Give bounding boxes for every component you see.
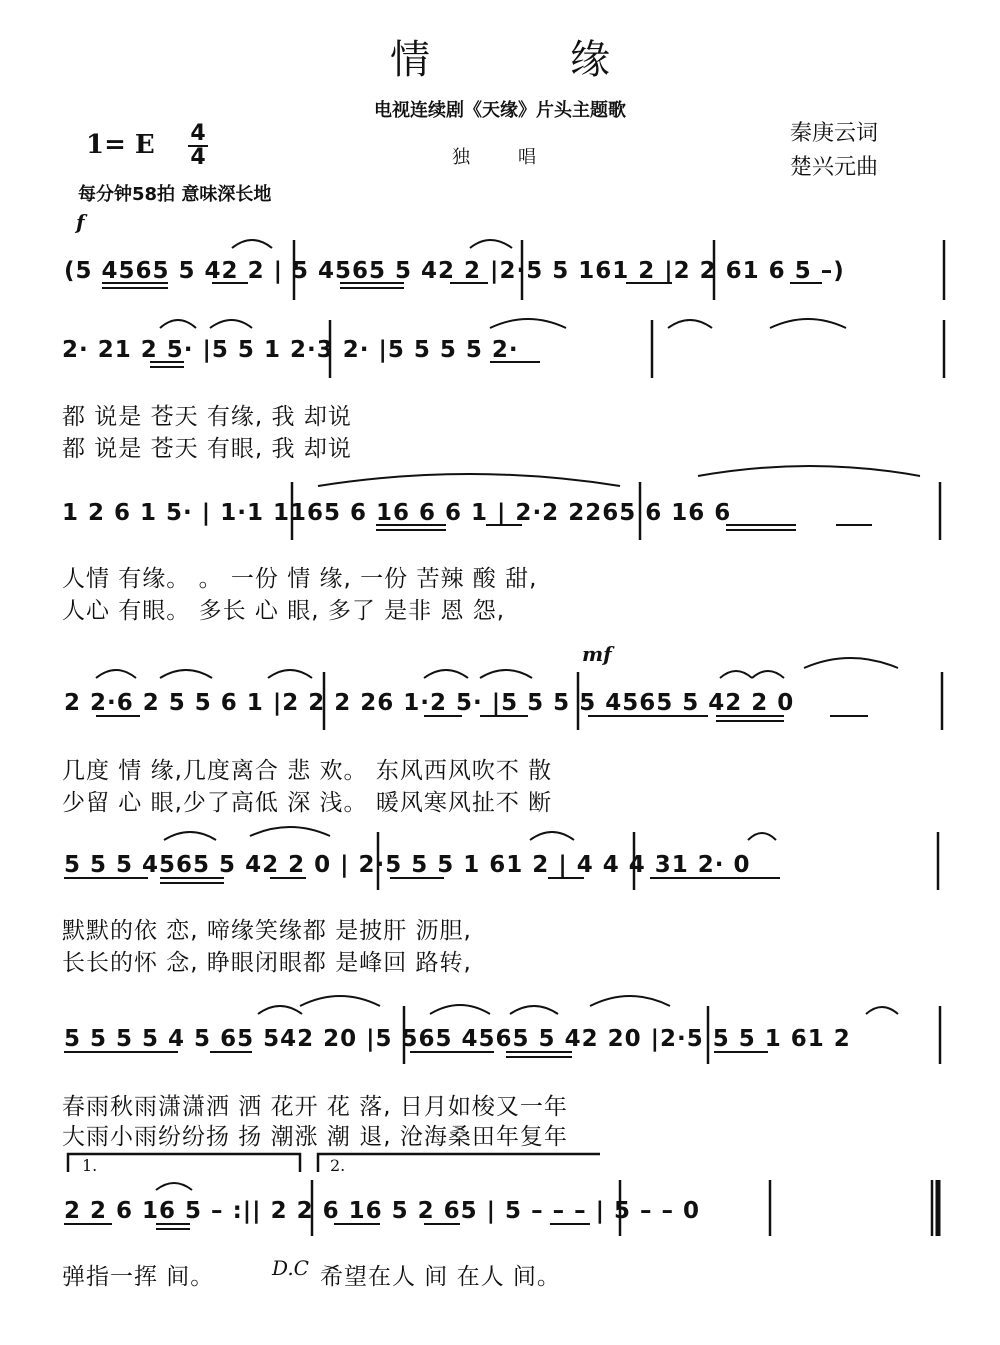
row7-notes: 2 2 6 16 5 – :|| 2 2 6 16 5 2 65 | 5 – – – | 5 – – 0 bbox=[64, 1198, 701, 1224]
row2-notes: 2· 21 2 5· |5 5 1 2·3 2· |5 5 5 5 2· bbox=[62, 337, 519, 363]
row7-lyric: 弹指一挥 间。 bbox=[62, 1264, 215, 1290]
row4-lyric2: 少留 心 眼,少了高低 深 浅。 暖风寒风扯不 断 bbox=[62, 790, 553, 816]
row3-lyric1: 人情 有缘。 。 一份 情 缘, 一份 苦辣 酸 甜, bbox=[62, 566, 538, 592]
title-char-2: 缘 bbox=[570, 37, 610, 83]
time-top: 4 bbox=[188, 123, 208, 147]
row4-notes: 2 2·6 2 5 5 6 1 |2 2 2 26 1·2 5· |5 5 5 5 4565 5 42 2 0 bbox=[64, 690, 795, 716]
lyricist: 秦庚云词 bbox=[790, 121, 879, 146]
row2-lyric2: 都 说是 苍天 有眼, 我 却说 bbox=[62, 436, 352, 462]
row2-lyric1: 都 说是 苍天 有缘, 我 却说 bbox=[62, 404, 352, 430]
title-char-1: 情 bbox=[390, 37, 430, 83]
row5-notes: 5 5 5 4565 5 42 2 0 | 2·5 5 5 1 61 2 | 4 4 4 31 2· 0 bbox=[64, 852, 751, 878]
key-signature: 1= E bbox=[86, 130, 155, 160]
row6-notes: 5 5 5 5 4 5 65 542 20 |5 565 4565 5 42 20 |2·5 5 5 1 61 2 bbox=[64, 1026, 851, 1052]
second-ending-label: 2. bbox=[330, 1156, 346, 1175]
row5-lyric2: 长长的怀 念, 睁眼闭眼都 是峰回 路转, bbox=[62, 950, 472, 976]
row6-lyric2: 大雨小雨纷纷扬 扬 潮涨 潮 退, 沧海桑田年复年 bbox=[62, 1124, 568, 1150]
performance-mode: 独唱 bbox=[452, 147, 584, 168]
time-bottom: 4 bbox=[190, 145, 206, 170]
subtitle: 电视连续剧《天缘》片头主题歌 bbox=[374, 100, 626, 121]
first-ending-label: 1. bbox=[82, 1156, 98, 1175]
composer: 楚兴元曲 bbox=[790, 155, 879, 180]
row5-lyric1: 默默的依 恋, 啼缘笑缘都 是披肝 沥胆, bbox=[62, 918, 472, 944]
da-capo-mark: D.C bbox=[272, 1256, 309, 1280]
row7-lyric-after: 希望在人 间 在人 间。 bbox=[320, 1264, 561, 1290]
row4-lyric1: 几度 情 缘,几度离合 悲 欢。 东风西风吹不 散 bbox=[62, 758, 553, 784]
row6-lyric1: 春雨秋雨潇潇洒 洒 花开 花 落, 日月如梭又一年 bbox=[62, 1094, 568, 1120]
dynamic-mezzo-forte: mf bbox=[582, 642, 612, 666]
dynamic-forte: f bbox=[76, 210, 85, 234]
row3-lyric2: 人心 有眼。 多长 心 眼, 多了 是非 恩 怨, bbox=[62, 598, 506, 624]
tempo-marking: 每分钟58拍 意味深长地 bbox=[78, 184, 272, 205]
row1-notes: (5 4565 5 42 2 | 5 4565 5 42 2 |2·5 5 161 2 |2 2 61 6 5 –) bbox=[64, 258, 845, 284]
row3-notes: 1 2 6 1 5· | 1·1 1165 6 16 6 6 1 | 2·2 2265 6 16 6 bbox=[62, 500, 732, 526]
